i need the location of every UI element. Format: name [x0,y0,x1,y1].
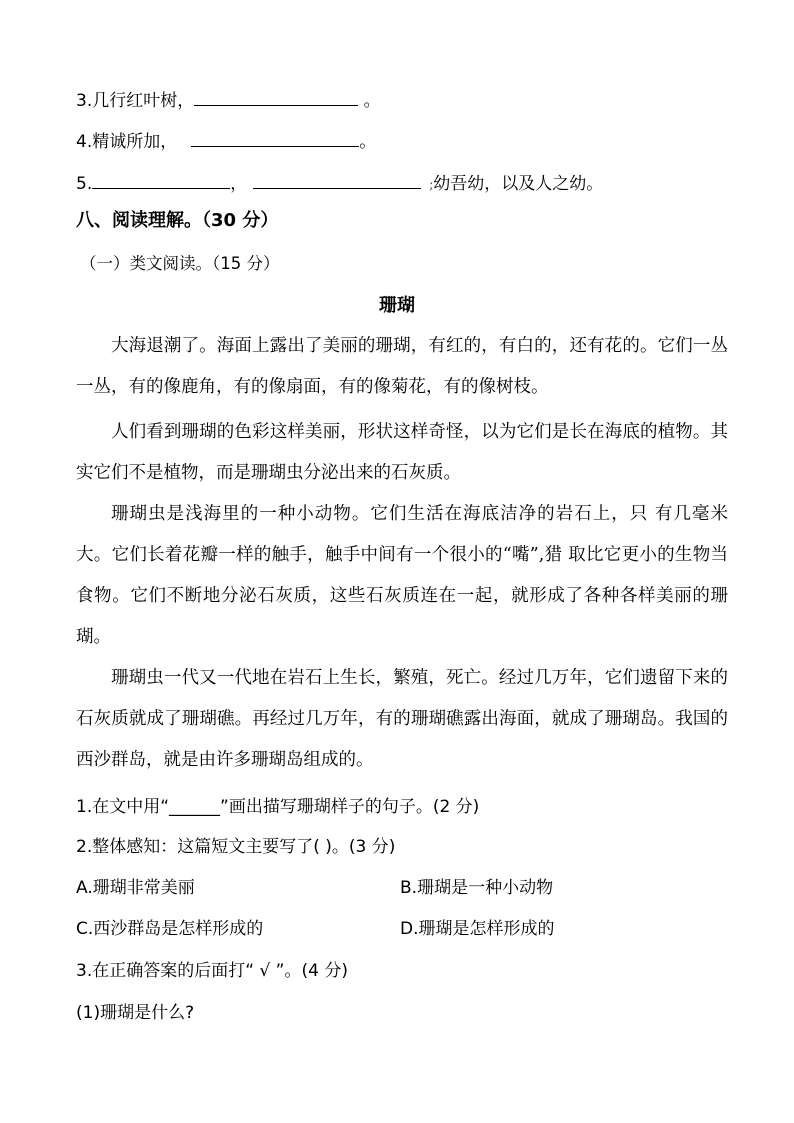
fill-item-5-suffix: 幼吾幼，以及人之幼。 [433,174,604,194]
passage-paragraph: 人们看到珊瑚的色彩这样美丽，形状这样奇怪，以为它们是长在海底的植物。其实它们不是植物，而是珊瑚虫分泌出来的石灰质。 [76,422,728,483]
fill-item-3-prefix: 3.几行红叶树， [76,91,195,111]
fill-item-3 [76,87,381,112]
section-heading: 八、阅读理解。（30 分） [76,210,279,231]
sub-heading: （一）类文阅读。（15 分） [80,254,280,273]
fill-item-5 [76,170,603,196]
option-a[interactable]: A.珊瑚非常美丽 [76,878,195,898]
question-2: 2.整体感知：这篇短文主要写了( )。(3 分) [76,837,396,857]
option-c[interactable]: C.西沙群岛是怎样形成的 [76,919,264,939]
answer-blank[interactable] [92,170,230,189]
option-d[interactable]: D.珊瑚是怎样形成的 [400,919,555,939]
passage-paragraph: 珊瑚虫是浅海里的一种小动物。它们生活在海底洁净的岩石上，只 有几毫米大。它们长着花瓣一样的触手，触手中间有一个很小的“嘴”,猎 取比它更小的生物当食物。它们不断地分泌石灰质，这些石灰质连在一起，就形成了各种各样美丽的珊瑚。 [76,504,728,647]
fill-item-5-prefix: 5. [76,174,93,194]
option-b[interactable]: B.珊瑚是一种小动物 [400,878,554,898]
fill-item-3-suffix: 。 [358,91,381,111]
question-3: 3.在正确答案的后面打“ √ ”。(4 分) [76,961,348,981]
fill-item-4-suffix: 。 [359,132,377,152]
passage-paragraph: 大海退潮了。海面上露出了美丽的珊瑚，有红的，有白的，还有花的。它们一丛一丛，有的像鹿角，有的像扇面，有的像菊花，有的像树枝。 [76,336,728,397]
fill-item-5-mark: ; [429,178,434,192]
fill-item-4 [76,128,376,153]
answer-blank[interactable] [194,87,358,106]
passage-paragraph: 珊瑚虫一代又一代地在岩石上生长，繁殖，死亡。经过几万年，它们遗留下来的石灰质就成了珊瑚礁。再经过几万年，有的珊瑚礁露出海面，就成了珊瑚岛。我国的西沙群岛，就是由许多珊瑚岛组成的。 [76,668,728,770]
answer-blank[interactable] [253,170,421,189]
fill-item-5-comma: ， [230,174,248,194]
fill-item-4-prefix: 4.精诚所加， [76,132,178,152]
question-1: 1.在文中用“______”画出描写珊瑚样子的句子。(2 分) [76,797,480,817]
passage-title: 珊瑚 [379,295,415,316]
answer-blank[interactable] [191,128,359,147]
question-3-sub-1: (1)珊瑚是什么? [76,1003,195,1023]
